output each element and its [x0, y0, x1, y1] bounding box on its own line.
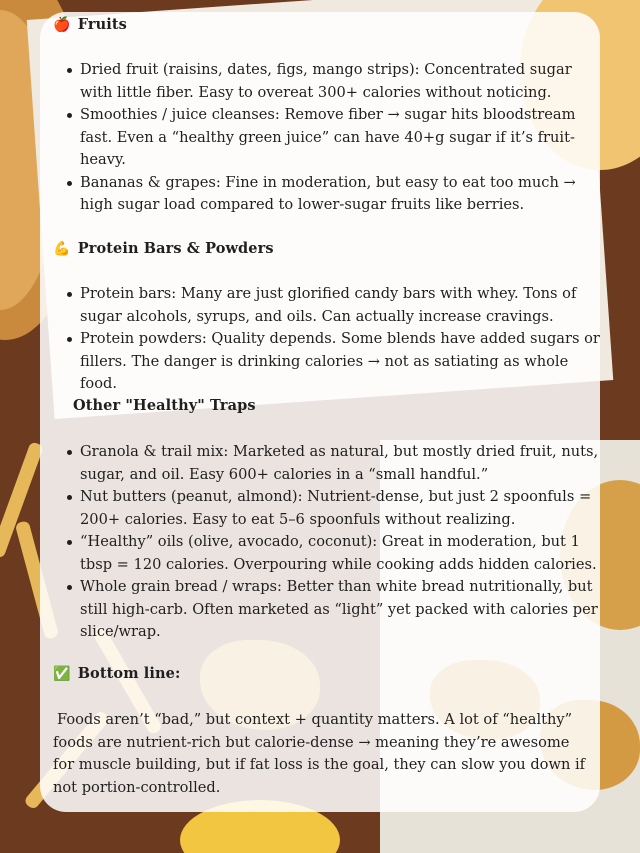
section-title: Fruits — [77, 16, 127, 33]
list-item: Protein bars: Many are just glorified candy bars with whey. Tons of sugar alcohols, syrups, and oils. Can actually increase cravings. — [80, 283, 600, 328]
list-item: Smoothies / juice cleanses: Remove fiber → sugar hits bloodstream fast. Even a “healthy green juice” can have 40+g sugar if it’s fruit-heavy. — [80, 104, 600, 172]
list-item: Dried fruit (raisins, dates, figs, mango strips): Concentrated sugar with little fiber. Easy to overeat 300+ calories without noticing. — [80, 59, 600, 104]
section-heading-bottom-line — [53, 665, 180, 682]
apple-icon: 🍎 — [53, 17, 71, 33]
section-heading-traps — [73, 397, 256, 414]
traps-list — [53, 441, 600, 644]
bottom-line-paragraph: Foods aren’t “bad,” but context + quantity matters. A lot of “healthy” foods are nutrient-rich but calorie-dense → meaning they’re awesome for muscle building, but if fat loss is the goal, they can slow you down if not portion-controlled. — [53, 711, 586, 796]
fruits-list — [53, 59, 600, 217]
section-heading-protein — [53, 240, 274, 257]
list-item: Granola & trail mix: Marketed as natural, but mostly dried fruit, nuts, sugar, and oil. Easy 600+ calories in a “small handful.” — [80, 441, 600, 486]
section-heading-fruits — [53, 16, 127, 33]
flexed-biceps-icon: 💪 — [53, 241, 71, 257]
list-item: Protein powders: Quality depends. Some blends have added sugars or fillers. The danger is drinking calories → not as satiating as whole food. — [80, 328, 600, 396]
check-mark-icon: ✅ — [53, 666, 71, 682]
protein-list — [53, 283, 600, 396]
list-item: “Healthy” oils (olive, avocado, coconut): Great in moderation, but 1 tbsp = 120 calories. Overpouring while cooking adds hidden calories. — [80, 531, 600, 576]
list-item: Nut butters (peanut, almond): Nutrient-dense, but just 2 spoonfuls = 200+ calories. Easy to eat 5–6 spoonfuls without realizing. — [80, 486, 600, 531]
section-title: Other "Healthy" Traps — [73, 397, 256, 414]
section-title: Bottom line: — [77, 665, 181, 682]
list-item: Bananas & grapes: Fine in moderation, but easy to eat too much → high sugar load compared to lower-sugar fruits like berries. — [80, 172, 600, 217]
section-title: Protein Bars & Powders — [77, 240, 274, 257]
list-item: Whole grain bread / wraps: Better than white bread nutritionally, but still high-carb. Often marketed as “light” yet packed with calories per slice/wrap. — [80, 576, 600, 644]
